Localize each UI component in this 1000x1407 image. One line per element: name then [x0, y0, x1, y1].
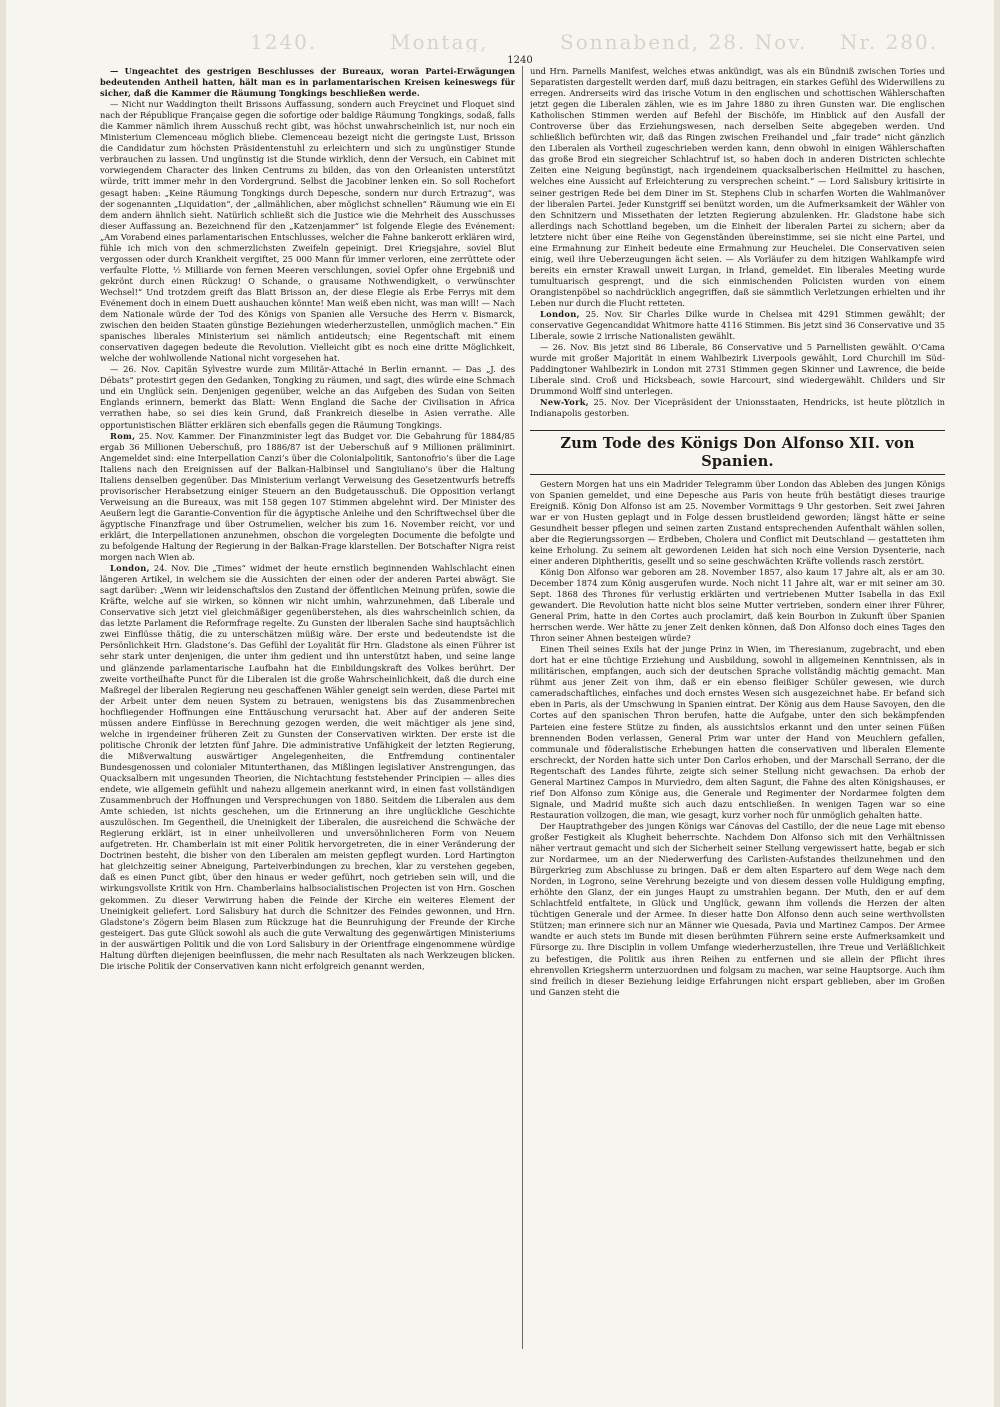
page-number: 1240	[507, 55, 533, 66]
paragraph-text: König Don Alfonso war geboren am 28. November 1857, also kaum 17 Jahre alt, als er am 30. December 1874 zum König ausgerufen wurde. Noch nicht 11 Jahre alt, war er mit seiner am 30. Sept. 1868 des Thrones für verlustig erklärten und vertriebenen Mutter Isabella in das Exil gewandert. Die Revolution hatte nicht blos seine Mutter vertrieben, sondern einer ihrer Führer, General Prim, hatte in den Cortes auch proclamirt, daß kein Bourbon in Zukunft über Spanien herrschen werde. Wer hätte zu jener Zeit denken können, daß Don Alfonso doch eines Tages den Thron seiner Ahnen besteigen würde?	[530, 566, 945, 644]
paragraph-text: — Nicht nur Waddington theilt Brissons Auffassung, sondern auch Freycinet und Floquet sind nach der République Française gegen die sofortige oder baldige Räumung Tongkings, sodaß, falls die Kammer nämlich ihrem Ausschuß recht gibt, was höchst unwahrscheinlich ist, nur noch ein Ministerium Clemenceau möglich bliebe. Clemenceau bezeigt nicht die geringste Lust, Brisson die Candidatur zum höchsten Präsidentenstuhl zu erleichtern und sich zu ungünstiger Stunde verbrauchen zu lassen. Und ungünstig ist die Stunde wirklich, denn der Versuch, ein Cabinet mit vorwiegendem Character des linken Centrums zu bilden, das von den Orleanisten unterstützt würde, tritt immer mehr in den Vordergrund. Selbst die Jacobiner lenken ein. So soll Rochefort gesagt haben: „Keine Räumung Tongkings durch Depesche, sondern nur durch Ertrazug“, was der sogenannten „Liquidation“, der „allmählichen, aber möglichst schnellen“ Räumung wie ein Ei dem andern ähnlich sieht. Natürlich schließt sich die Justice wie die Mehrheit des Ausschusses dieser Auffassung an. Bezeichnend für den „Katzenjammer“ ist folgende Elegie des Evénement: „Am Vorabend eines parlamentarischen Entschlusses, welcher die Fahne bankerott erklären wird, fühle ich mich von den schmerzlichsten Zweifeln gepeinigt. Drei Kriegsjahre, soviel Blut vergossen oder durch Krankheit vergiftet, 25 000 Mann für immer verloren, eine zerrüttete oder verfaulte Flotte, ½ Milliarde von fernen Meeren verschlungen, soviel Opfer ohne Ergebniß und gekrönt durch einen Rückzug! O Schande, o grausame Nothwendigkeit, o verwünschter Wechsel!“ Und trotzdem greift das Blatt Brisson an, der diese Elegie als Erbe Ferrys mit dem Evénement doch in einem Duett aushauchen könnte! Man weiß eben nicht, was man will! — Nach dem Nationale würde der Tod des Königs von Spanien alle Versuche des Herrn v. Bismarck, zwischen den beiden Staaten günstige Beziehungen wiederherzustellen, unmöglich machen.“ Ein spanisches liberales Ministerium sei nämlich antideutsch; eine Regentschaft mit einem conservativen dagegen bedeute die Revolution. Vielleicht gibt es noch eine dritte Möglichkeit, welche der wohlwollende National nicht vorgesehen hat.	[100, 99, 515, 364]
paragraph-text: 25. Nov. Sir Charles Dilke wurde in Chelsea mit 4291 Stimmen gewählt; der conservative Gegencandidat Whitmore hatte 4116 Stimmen. Bis jetzt sind 36 Conservative und 35 Liberale, sowie 2 irrische Nationalisten gewählt.	[530, 309, 945, 342]
article-heading: Zum Tode des Königs Don Alfonso XII. von Spanien.	[530, 430, 945, 471]
news-paragraph	[530, 644, 945, 821]
news-paragraph	[100, 66, 515, 99]
dated-report	[100, 563, 515, 972]
news-paragraph	[100, 364, 515, 430]
paragraph-text: 25. Nov. Kammer. Der Finanzminister legt das Budget vor. Die Gebahrung für 1884/85 ergab 36 Millionen Ueberschuß, pro 1886/87 ist der Ueberschuß auf 9 Millionen präliminirt. Angemeldet sind: eine Interpellation Canzi’s über die Colonialpolitik, Santonofrio’s über die Lage Italiens nach den Ereignissen auf der Balkan-Halbinsel und Sangiuliano’s über die Haltung Italiens denselben gegenüber. Das Ministerium verlangt Verweisung des Gesetzentwurfs betreffs provisorischer Herabsetzung einiger Steuern an den Budgetausschuß. Die Opposition verlangt Verweisung an die Bureaux, was mit 158 gegen 107 Stimmen abgelehnt wird. Der Minister des Aeußern legt die Garantie-Convention für die ägyptische Anleihe und den Schriftwechsel über die ägyptische Finanzfrage und über Ostrumelien, welcher bis zum 16. November reicht, vor und erklärt, die Interpellationen anzunehmen, obschon die vorgelegten Documente die befolgte und zu befolgende Haltung der Regierung in der Balkan-Frage klarstellen. Der Botschafter Nigra reist morgen nach Wien ab.	[100, 430, 515, 563]
bold-lead: — Ungeachtet des gestrigen Beschlusses der Bureaux, woran Partei-Erwägungen bedeutenden Antheil hatten, hält man es in parlamentarischen Kreisen keineswegs für sicher, daß die Kammer die Räumung Tongkings beschließen werde.	[100, 66, 515, 99]
paragraph-text: Gestern Morgen hat uns ein Madrider Telegramm über London das Ableben des jungen Königs von Spanien gemeldet, und eine Depesche aus Paris von heute früh bestätigt dieses traurige Ereigniß. König Don Alfonso ist am 25. November Vormittags 9 Uhr gestorben. Seit zwei Jahren war er von Husten geplagt und in Folge dessen brustleidend geworden; längst hätte er seine Gesundheit besser pflegen und seinen zarten Zustand entsprechenden Aufenthalt wählen sollen, aber die Regierungssorgen — Erdbeben, Cholera und Conflict mit Deutschland — gestatteten ihm keine Erholung. Zu seinem alt gewordenen Leiden hat sich noch eine Version Dysenterie, nach einer anderen Diphtheritis, gesellt und so seine geschwächten Kräfte vollends rasch zerstört.	[530, 478, 945, 566]
dateline: London,	[110, 563, 150, 574]
dated-report	[530, 397, 945, 419]
paragraph-text: Der Hauptrathgeber des jungen Königs war Cánovas del Castillo, der die neue Lage mit ebenso großer Festigkeit als Klugheit beherrschte. Nachdem Don Alfonso sich mit den Verhältnissen näher vertraut gemacht und sich der Sicherheit seiner Stellung vergewissert hatte, begab er sich zur Nordarmee, um an der Niederwerfung des Carlisten-Aufstandes theilzunehmen und den Bürgerkrieg zum Abschlusse zu bringen. Daß er dem alten Espartero auf dem Wege nach dem Norden, in Logrono, seine Verehrung bezeigte und von diesem dessen volle Huldigung empfing, erhöhte den Glanz, der ein junges Haupt zu umstrahlen begann. Der Muth, den er auf dem Schlachtfeld entfaltete, in Glück und Unglück, gewann ihm vollends die Herzen der alten tüchtigen Generale und der Armee. In dieser hatte Don Alfonso denn auch seine werthvollsten Stützen; man erinnere sich nur an Männer wie Quesada, Pavia und Martinez Campos. Der Armee wandte er auch stets im Bunde mit diesen berühmten Führern seine erste Aufmerksamkeit und Fürsorge zu. Ihre Disciplin in vollem Umfange wiederherzustellen, ihre Treue und Verläßlichkeit zu befestigen, die Politik aus ihren Reihen zu entfernen und sie allein der Pflicht ihres ehrenvollen Kriegsherrn unterzuordnen und folgsam zu machen, war seine Hauptsorge. Auch ihm sind freilich in dieser Beziehung leidige Erfahrungen nicht erspart geblieben, aber im Großen und Ganzen steht die	[530, 820, 945, 997]
news-paragraph	[100, 99, 515, 364]
dateline: New-York,	[540, 397, 589, 408]
paragraph-text: Einen Theil seines Exils hat der junge Prinz in Wien, im Theresianum, zugebracht, und eben dort hat er eine tüchtige Erziehung und Ausbildung, sowohl in allgemeinen Kenntnissen, als in militärischen, empfangen, auch sich der deutschen Sprache vollständig mächtig gemacht. Man rühmt aus jener Zeit von ihm, daß er ein ebenso fleißiger Schüler gewesen, wie durch cameradschaftliches, einfaches und doch ernstes Wesen sich ausgezeichnet habe. Er befand sich eben in Paris, als der Umschwung in Spanien eintrat. Der König aus dem Hause Savoyen, den die Cortes auf den spanischen Thron berufen, hatte die Aufgabe, unter den sich bekämpfenden Parteien eine festere Stütze zu finden, als aussichtslos erkannt und den unter seinen Füßen brennenden Boden verlassen, General Prim war unter der Hand von Meuchlern gefallen, communale und föderalistische Erhebungen hatten die conservativen und liberalen Elemente erschreckt, der Norden hatte sich unter Don Carlos erhoben, und der Marschall Serrano, der die Regentschaft des Landes führte, zeigte sich seiner Stellung nicht gewachsen. Da erhob der General Martinez Campos in Murviedro, dem alten Sagunt, die Fahne des alten Königshauses, er rief Don Alfonso zum Könige aus, die Generale und Regimenter der Nordarmee folgten dem Signale, und Madrid mußte sich auch dazu entschließen. In wenigen Tagen war so eine Restauration vollzogen, die man, wie gesagt, kurz vorher noch für unmöglich gehalten hatte.	[530, 644, 945, 820]
dated-report	[100, 431, 515, 564]
dateline: London,	[540, 309, 580, 320]
news-paragraph	[530, 66, 945, 309]
bleed-through-header: 1240. Montag, Sonnabend, 28. Nov. Nr. 280.	[250, 30, 939, 52]
news-paragraph	[530, 567, 945, 644]
heading-rule	[530, 474, 945, 475]
page-edge-left	[0, 0, 6, 1407]
news-paragraph	[530, 479, 945, 567]
paragraph-text: 25. Nov. Der Vicepräsident der Unionsstaaten, Hendricks, ist heute plötzlich in Indianapolis gestorben.	[530, 397, 945, 419]
left-column	[100, 66, 515, 1349]
right-column	[530, 66, 945, 1349]
dated-report	[530, 309, 945, 342]
paragraph-text: — 26. Nov. Bis jetzt sind 86 Liberale, 86 Conservative und 5 Parnellisten gewählt. O’Cama wurde mit großer Majorität in einem Wahlbezirk Liverpools gewählt, Lord Churchill im Süd-Paddingtoner Wahlbezirk in London mit 2731 Stimmen gegen Skinner und Lawrence, die beide Liberale sind. Croß und Hicksbeach, sowie Harcourt, sind wiedergewählt. Childers und Sir Drummond Wolff sind unterlegen.	[530, 342, 945, 397]
paragraph-text: 24. Nov. Die „Times“ widmet der heute ernstlich beginnenden Wahlschlacht einen längeren Artikel, in welchem sie die Aussichten der einen oder der anderen Partei abwägt. Sie sagt darüber: „Wenn wir leidenschaftslos den Zustand der öffentlichen Meinung prüfen, sowie die Kräfte, welche auf sie wirken, so können wir nicht umhin, wahrzunehmen, daß Liberale und Conservative sich jetzt viel gleichmäßiger gegenüberstehen, als dies wahrscheinlich schien, da das letzte Parlament die Reformfrage regelte. Zu Gunsten der liberalen Sache sind hauptsächlich zwei Einflüsse thätig, die zu unterschätzen müßig wäre. Der erste und bedeutendste ist die Persönlichkeit Hrn. Gladstone’s. Das Gefühl der Loyalität für Hrn. Gladstone als einen Führer ist sehr stark unter denjenigen, die unter ihm gedient und ihn unterstützt haben, und seine lange und glänzende parlamentarische Laufbahn hat die Einbildungskraft des Volkes berührt. Der zweite vortheilhafte Punct für die Liberalen ist die große Wahrscheinlichkeit, daß die durch eine Maßregel der liberalen Regierung neu geschaffenen Wähler geneigt sein werden, diese Partei mit der Arbeit unter dem neuen System zu betrauen, wenigstens bis das Zusammenbrechen hochfliegender Hoffnungen eine Enttäuschung verursacht hat. Aber auf der anderen Seite müssen andere Einflüsse in Berechnung gezogen werden, die weit mächtiger als jene sind, welche in irgendeiner früheren Zeit zu Gunsten der Conservativen wirkten. Der erste ist die politische Chronik der letzten fünf Jahre. Die administrative Unfähigkeit der letzten Regierung, die Mißverwaltung auswärtiger Angelegenheiten, die Entfremdung continentaler Bundesgenossen und colonialer Mitunterthanen, das Mißlingen legislativer Anstrengungen, das Quacksalbern mit ungesunden Theorien, die Nichtachtung feststehender Principien — alles dies endete, wie allgemein gefühlt und nahezu allgemein anerkannt wird, in einen fast vollständigen Zusammenbruch der Hoffnungen und Versprechungen von 1880. Seitdem die Liberalen aus dem Amte schieden, ist nichts geschehen, um die Erinnerung an ihre unglückliche Geschichte auszulöschen. Im Gegentheil, die Uneinigkeit der Liberalen, die ausreichend die Schwäche der Regierung erklärt, ist in einer unheilvolleren und unversöhnlicheren Form von Neuem aufgetreten. Hr. Chamberlain ist mit einer Politik hervorgetreten, die in einer Veränderung der Doctrinen besteht, die bisher von den Liberalen am meisten gepflegt wurden. Lord Hartington hat gleichzeitig seiner Abneigung, Parteiverbindungen zu brechen, klar zu verstehen gegeben, daß es einen Punct gibt, über den hinaus er weder geführt, noch getrieben sein will, und die wirkungsvollste Kritik von Hrn. Chamberlains halbsocialistischen Projecten ist von Hrn. Goschen gekommen. Zu dieser Verwirrung haben die Feinde der Kirche ein weiteres Element der Uneinigkeit geliefert. Lord Salisbury hat durch die Schnitzer des Feindes gewonnen, und Hrn. Gladstone’s Zögern beim Blasen zum Rückzuge hat die Beunruhigung der Freunde der Kirche gesteigert. Das gute Glück sowohl als auch die gute Verwaltung des gegenwärtigen Ministeriums in der auswärtigen Politik und die von Lord Salisbury in der Orientfrage eingenommene würdige Haltung dürften diejenigen beeinflussen, die mehr nach Resultaten als nach Werkzeugen blicken. Die irische Politik der Conservativen kann nicht erfolgreich genannt werden,	[100, 563, 515, 971]
column-divider	[522, 66, 523, 1349]
news-paragraph	[530, 821, 945, 998]
page-edge-right	[994, 0, 1000, 1407]
dateline: Rom,	[110, 430, 136, 441]
paragraph-text: — 26. Nov. Capitän Sylvestre wurde zum Militär-Attaché in Berlin ernannt. — Das „J. des Débats“ protestirt gegen den Gedanken, Tongking zu räumen, und sagt, dies würde eine Schmach und ein Unglück sein. Denjenigen gegenüber, welche an das Aufgeben des Sudan von Seiten Englands erinnern, bemerkt das Blatt: Wenn England die Sache der Civilisation in Africa verrathen habe, so sei dies kein Grund, daß Frankreich dieselbe in Asien verrathe. Alle opportunistischen Blätter erklären sich ebenfalls gegen die Räumung Tongkings.	[100, 364, 515, 430]
news-paragraph	[530, 342, 945, 397]
paragraph-text: und Hrn. Parnells Manifest, welches etwas ankündigt, was als ein Bündniß zwischen Tories und Separatisten dargestellt werden darf, muß dazu beitragen, ein starkes Gefühl des Widerwillens zu erregen. Andrerseits wird das irische Votum in den englischen und schottischen Wählerschaften jetzt gegen die Liberalen zählen, wie es im Jahre 1880 zu ihren Gunsten war. Die englischen Katholischen Stimmen werden auf Befehl der Bischöfe, im Hinblick auf den Ausfall der Controverse über das Erziehungswesen, nach derselben Seite abgegeben werden. Und schließlich befürchten wir, daß das Ringen zwischen Freihandel und „fair trade“ nicht gänzlich den Liberalen als Vortheil zugeschrieben werden kann, denn obwohl in einigen Wählerschaften das große Brod ein siegreicher Schlachtruf ist, so haben doch in anderen Districten schlechte Zeiten eine Neigung begünstigt, nach irgendeinem quacksalberischen Heilmittel zu haschen, welches eine Aussicht auf Erleichterung zu versprechen scheint.“ — Lord Salisbury kritisirte in seiner gestrigen Rede bei dem Diner im St. Stephens Club in scharfen Worten die Wahlmanöver der liberalen Partei. Jeder Kunstgriff sei benützt worden, um die Aufmerksamkeit der Wähler von den Schnitzern und Missethaten der letzten Regierung abzulenken. Hr. Gladstone habe sich allerdings nach Schottland begeben, um die Einheit der liberalen Partei zu sichern; aber da letztere nicht über eine Reihe von Gegenständen übereinstimme, sei sie nicht eine Partei, und eine Ermahnung zur Einheit bedeute eine Ermahnung zur Heuchelei. Die Conservativen seien einig, weil ihre Ueberzeugungen ächt seien. — Als Vorläufer zu dem hitzigen Wahlkampfe wird bereits ein ernster Krawall unweit Lurgan, in Irland, gemeldet. Ein liberales Meeting wurde tumultuarisch gesprengt, und die sich einmischenden Policisten wurden von einem Orangistenpöbel so nachdrücklich angegriffen, daß sie sämmtlich Verletzungen erhielten und ihr Leben nur durch die Flucht retteten.	[530, 66, 945, 308]
